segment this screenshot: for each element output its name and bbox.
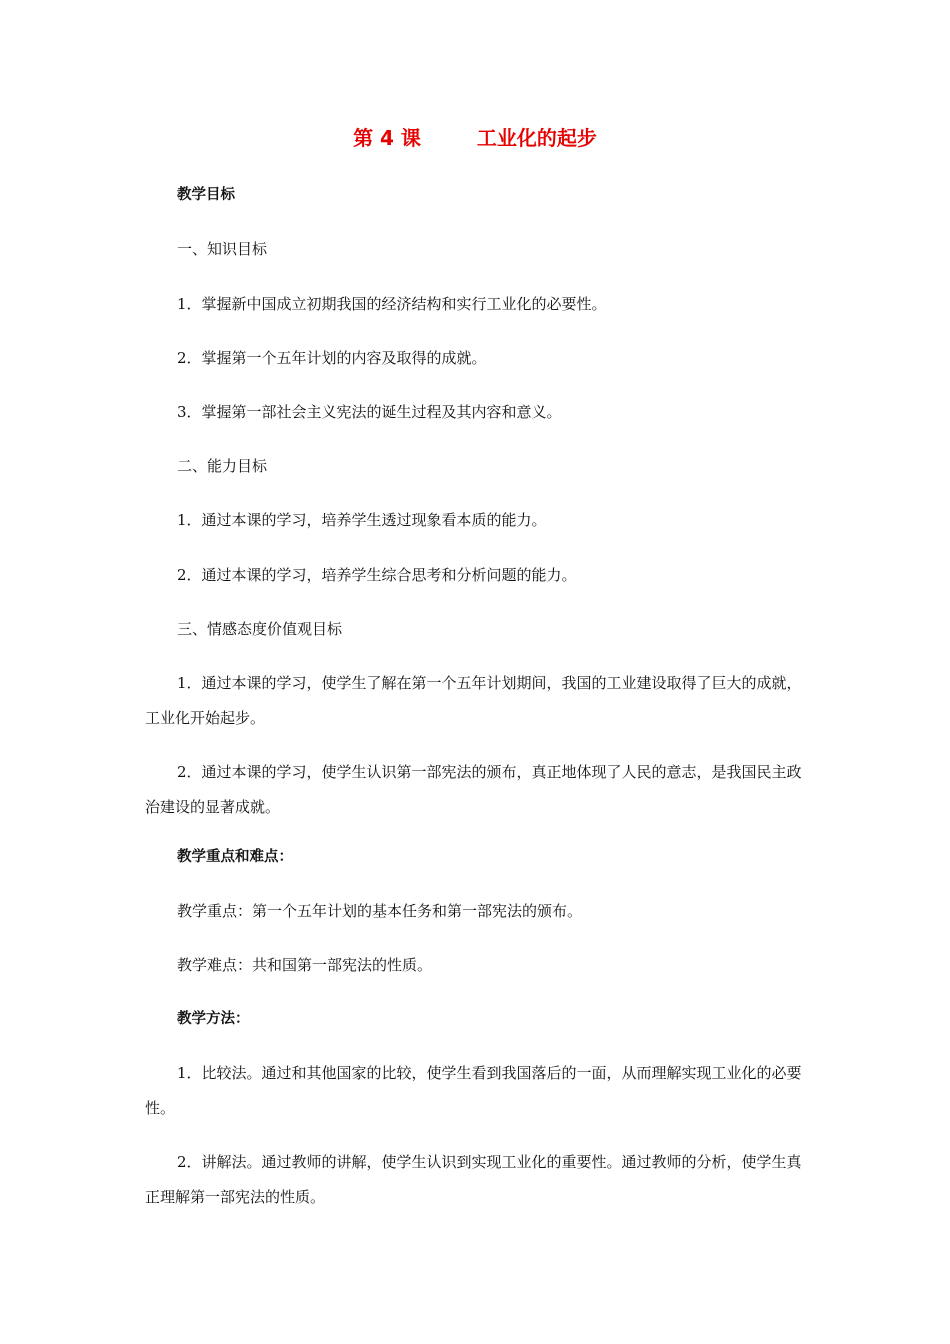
key-difficult-heading: 教学重点和难点： [177,849,293,865]
method-item-1: 1．比较法。通过和其他国家的比较，使学生看到我国落后的一面，从而理解实现工业化的必要性。 [145,1064,802,1117]
emotion-heading: 三、情感态度价值观目标 [177,620,343,638]
key-point: 教学重点：第一个五年计划的基本任务和第一部宪法的颁布。 [177,902,583,920]
difficult-point: 教学难点：共和国第一部宪法的性质。 [177,956,433,974]
objectives-heading: 教学目标 [177,187,235,203]
ability-item-2: 2．通过本课的学习，培养学生综合思考和分析问题的能力。 [177,566,577,584]
emotion-item-2: 2．通过本课的学习，使学生认识第一部宪法的颁布，真正地体现了人民的意志，是我国民主政治建设的显著成就。 [145,763,802,816]
knowledge-item-1: 1．掌握新中国成立初期我国的经济结构和实行工业化的必要性。 [177,295,607,313]
ability-heading: 二、能力目标 [177,457,268,475]
lesson-title [0,122,950,151]
lesson-number: 第 4 课 [353,126,421,150]
knowledge-heading: 一、知识目标 [177,240,268,258]
knowledge-item-2: 2．掌握第一个五年计划的内容及取得的成就。 [177,349,487,367]
lesson-topic: 工业化的起步 [476,126,597,150]
method-heading: 教学方法： [177,1011,250,1027]
knowledge-item-3: 3．掌握第一部社会主义宪法的诞生过程及其内容和意义。 [177,403,562,421]
ability-item-1: 1．通过本课的学习，培养学生透过现象看本质的能力。 [177,511,547,529]
method-item-2: 2．讲解法。通过教师的讲解，使学生认识到实现工业化的重要性。通过教师的分析，使学生真正理解第一部宪法的性质。 [145,1153,802,1206]
emotion-item-1: 1．通过本课的学习，使学生了解在第一个五年计划期间，我国的工业建设取得了巨大的成就，工业化开始起步。 [145,674,802,727]
